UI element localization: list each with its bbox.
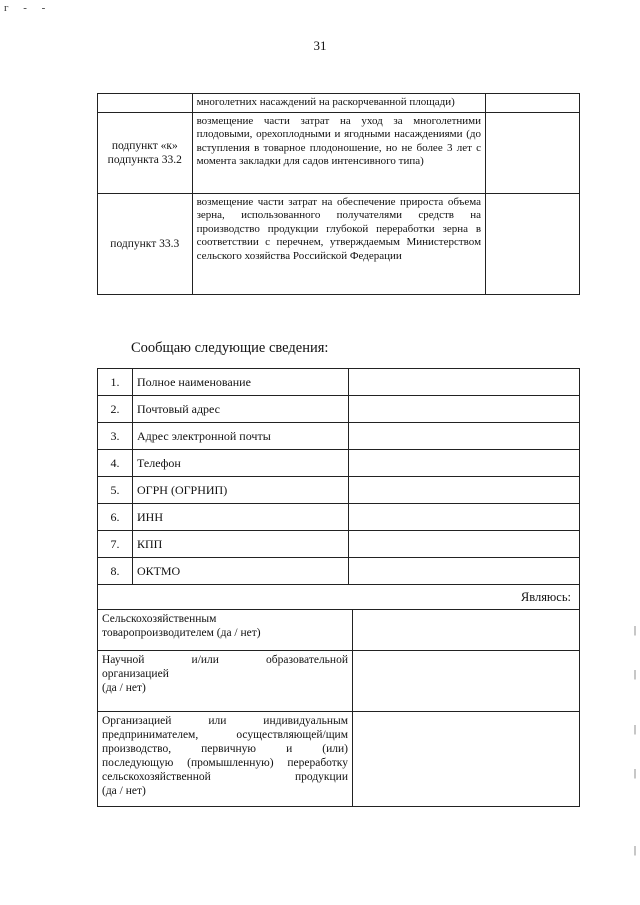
field-name: Почтовый адрес [133,396,349,423]
section-heading: Являюсь: [98,585,580,610]
corner-marks: г - - [4,2,52,14]
subsidy-description: многолетних насаждений на раскорчеванной площади) [192,94,485,113]
status-line: последующую (промышленную) переработку [102,757,348,769]
status-line: Сельскохозяйственным [102,613,217,625]
info-row [98,531,580,558]
intro-text: Сообщаю следующие сведения: [131,340,329,356]
field-value-oktmo[interactable] [349,558,580,585]
info-row [98,396,580,423]
field-name: КПП [133,531,349,558]
status-row [98,610,580,651]
row-number: 8. [98,558,133,585]
row-number: 2. [98,396,133,423]
status-line: сельскохозяйственной продукции [102,771,348,783]
status-line: (да / нет) [102,785,146,797]
subsidy-value-cell [486,94,580,113]
info-row [98,369,580,396]
field-name: Телефон [133,450,349,477]
status-row [98,712,580,807]
field-value-kpp[interactable] [349,531,580,558]
status-label [98,651,353,712]
field-value-ogrn[interactable] [349,477,580,504]
subsidy-label: подпункт «к» подпункта 33.2 [98,112,193,193]
status-label [98,712,353,807]
subsidy-description: возмещение части затрат на уход за многолетними плодовыми, орехоплодными и ягодными насаждениями (до вступления в товарное плодоношение, но не более 3 лет с момента закладки для садов интенсивного типа) [192,112,485,193]
status-line: организацией [102,668,169,680]
row-number: 6. [98,504,133,531]
page-number: 31 [313,38,327,53]
subsidy-table [97,93,580,295]
subsidy-row [98,94,580,113]
subsidy-description: возмещение части затрат на обеспечение прироста объема зерна, использованного получателями средств на производство продукции глубокой переработки зерна в соответствии с перечнем, утверждаемым Министерством сельского хозяйства Российской Федерации [192,193,485,294]
status-line: товаропроизводителем (да / нет) [102,627,261,639]
field-value-postal-address[interactable] [349,396,580,423]
subsidy-value-cell [486,193,580,294]
row-number: 7. [98,531,133,558]
margin-scan-marks: | | | | | [634,625,637,856]
subsidy-row [98,193,580,294]
status-line: (да / нет) [102,682,146,694]
status-label [98,610,353,651]
status-value-processing-org[interactable] [353,712,580,807]
subsidy-label: подпункт 33.3 [98,193,193,294]
status-value-science-org[interactable] [353,651,580,712]
field-value-inn[interactable] [349,504,580,531]
status-line: Организацией или индивидуальным [102,715,348,727]
field-value-email[interactable] [349,423,580,450]
subsidy-label [98,94,193,113]
status-line: предпринимателем, осуществляющей/щим [102,729,348,741]
info-row [98,477,580,504]
status-row [98,651,580,712]
status-line: Научной и/или образовательной [102,654,348,666]
row-number: 3. [98,423,133,450]
field-name: ИНН [133,504,349,531]
row-number: 4. [98,450,133,477]
info-row [98,504,580,531]
section-heading-row [98,585,580,610]
subsidy-row [98,112,580,193]
field-name: ОГРН (ОГРНИП) [133,477,349,504]
info-row [98,423,580,450]
field-name: Полное наименование [133,369,349,396]
info-row [98,558,580,585]
field-name: Адрес электронной почты [133,423,349,450]
status-line: производство, первичную и (или) [102,743,348,755]
info-row [98,450,580,477]
field-value-phone[interactable] [349,450,580,477]
field-value-full-name[interactable] [349,369,580,396]
status-value-agri-producer[interactable] [353,610,580,651]
row-number: 5. [98,477,133,504]
field-name: ОКТМО [133,558,349,585]
row-number: 1. [98,369,133,396]
info-table [97,368,580,807]
subsidy-value-cell [486,112,580,193]
